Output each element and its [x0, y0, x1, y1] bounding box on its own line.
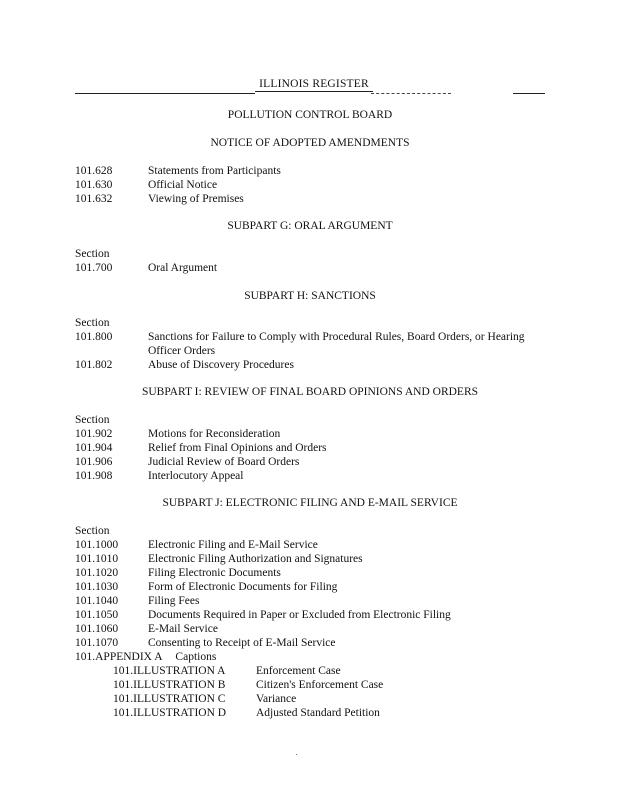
section-label: Section — [75, 248, 110, 260]
section-number: 101.1000 — [75, 539, 119, 551]
subpart-h-heading: SUBPART H: SANCTIONS — [244, 290, 376, 302]
header-rule-right — [513, 93, 545, 94]
section-title: Abuse of Discovery Procedures — [148, 359, 294, 371]
illustration-number: 101.ILLUSTRATION C — [113, 693, 226, 705]
scan-speck — [296, 754, 297, 755]
illustration-title: Variance — [256, 693, 297, 705]
section-number: 101.908 — [75, 470, 113, 482]
section-title: Documents Required in Paper or Excluded from Electronic Filing — [148, 609, 451, 621]
section-title: Form of Electronic Documents for Filing — [148, 581, 338, 593]
section-number: 101.628 — [75, 165, 113, 177]
illustration-number: 101.ILLUSTRATION A — [113, 665, 226, 677]
subpart-j-heading: SUBPART J: ELECTRONIC FILING AND E-MAIL SERVICE — [162, 497, 458, 509]
illustration-number: 101.ILLUSTRATION B — [113, 679, 226, 691]
section-title: Statements from Participants — [148, 165, 281, 177]
section-number: 101.1050 — [75, 609, 119, 621]
appendix-number: 101.APPENDIX A — [75, 651, 163, 663]
section-title: Interlocutory Appeal — [148, 470, 244, 482]
section-title-continued: Officer Orders — [148, 345, 216, 357]
section-label: Section — [75, 414, 110, 426]
section-title: Official Notice — [148, 179, 218, 191]
section-title: Electronic Filing and E-Mail Service — [148, 539, 318, 551]
section-number: 101.700 — [75, 262, 113, 274]
section-title: Judicial Review of Board Orders — [148, 456, 300, 468]
appendix-row — [75, 651, 216, 663]
section-title: E-Mail Service — [148, 623, 218, 635]
section-title: Filing Electronic Documents — [148, 567, 281, 579]
section-number: 101.632 — [75, 193, 113, 205]
section-number: 101.904 — [75, 442, 113, 454]
board-name: POLLUTION CONTROL BOARD — [227, 109, 393, 121]
section-number: 101.1060 — [75, 623, 119, 635]
section-title: Consenting to Receipt of E-Mail Service — [148, 637, 336, 649]
notice-title: NOTICE OF ADOPTED AMENDMENTS — [210, 137, 410, 149]
section-number: 101.1020 — [75, 567, 119, 579]
section-number: 101.630 — [75, 179, 113, 191]
illustration-title: Adjusted Standard Petition — [256, 707, 380, 719]
section-number: 101.1040 — [75, 595, 119, 607]
section-title: Relief from Final Opinions and Orders — [148, 442, 327, 454]
section-title: Motions for Reconsideration — [148, 428, 281, 440]
section-number: 101.1030 — [75, 581, 119, 593]
register-title: ILLINOIS REGISTER — [255, 78, 373, 92]
section-number: 101.902 — [75, 428, 113, 440]
section-label: Section — [75, 317, 110, 329]
section-label: Section — [75, 525, 110, 537]
section-title: Electronic Filing Authorization and Signatures — [148, 553, 363, 565]
illustration-title: Enforcement Case — [256, 665, 341, 677]
section-number: 101.1070 — [75, 637, 119, 649]
section-number: 101.802 — [75, 359, 113, 371]
illustration-number: 101.ILLUSTRATION D — [113, 707, 227, 719]
section-number: 101.906 — [75, 456, 113, 468]
section-title: Viewing of Premises — [148, 193, 244, 205]
section-title: Sanctions for Failure to Comply with Procedural Rules, Board Orders, or Hearing — [148, 331, 525, 343]
section-number: 101.800 — [75, 331, 113, 343]
section-title: Filing Fees — [148, 595, 200, 607]
subpart-i-heading: SUBPART I: REVIEW OF FINAL BOARD OPINIONS AND ORDERS — [141, 386, 479, 398]
header-rule-middle — [371, 93, 451, 94]
subpart-g-heading: SUBPART G: ORAL ARGUMENT — [227, 220, 393, 232]
illustration-title: Citizen's Enforcement Case — [256, 679, 384, 691]
section-title: Oral Argument — [148, 262, 218, 274]
appendix-title: Captions — [175, 651, 217, 663]
header-rule-left — [75, 93, 255, 94]
section-number: 101.1010 — [75, 553, 119, 565]
